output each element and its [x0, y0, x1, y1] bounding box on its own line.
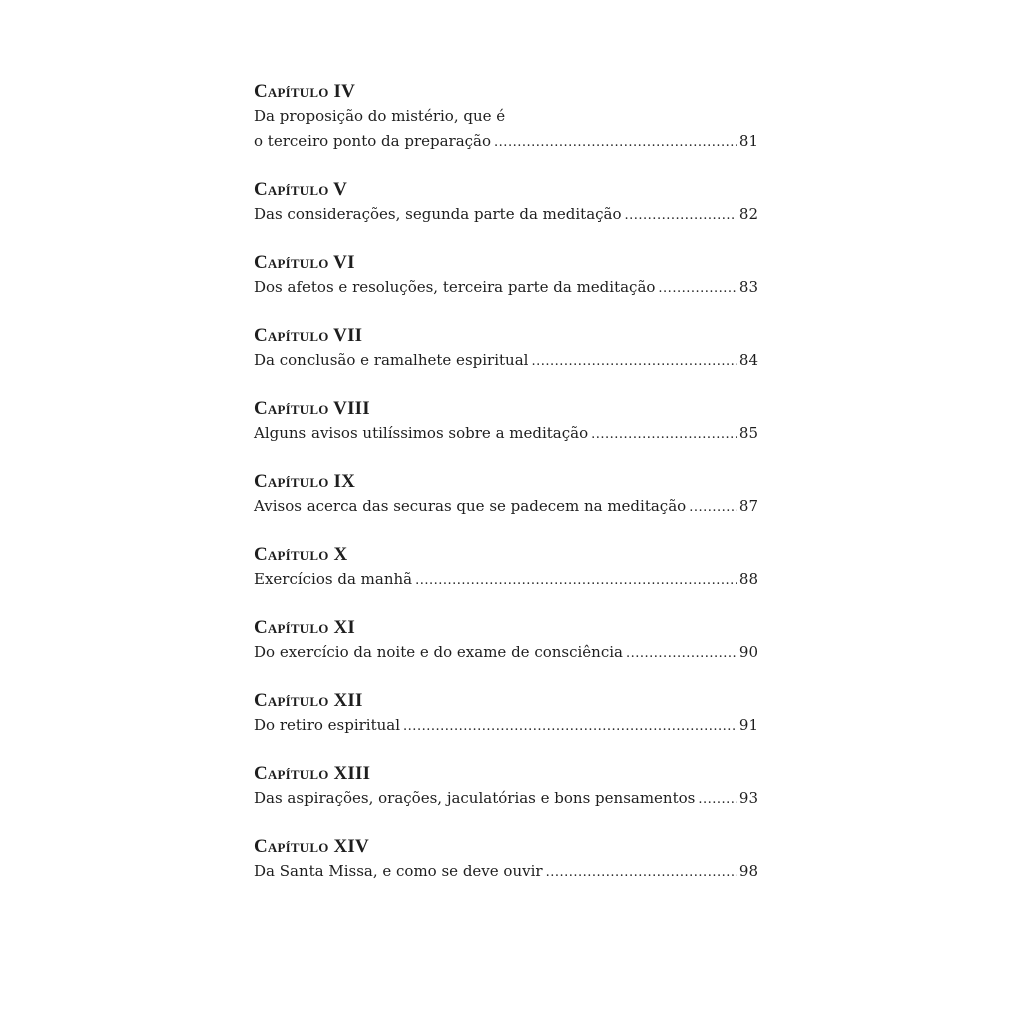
- chapter-heading: Capítulo V: [254, 179, 348, 200]
- chapter-title-row: [254, 859, 758, 884]
- chapter-title: Dos afetos e resoluções, terceira parte da meditação: [254, 278, 656, 296]
- dot-leader: [689, 495, 737, 520]
- page-number: 84: [738, 351, 758, 369]
- chapter-title-row: [254, 202, 758, 227]
- toc-entry: [254, 251, 758, 300]
- dot-leader: [698, 787, 737, 812]
- chapter-heading: Capítulo VIII: [254, 398, 370, 419]
- chapter-title: Do exercício da noite e do exame de consciência: [254, 643, 623, 661]
- chapter-title-line: Da proposição do mistério, que é: [254, 107, 506, 125]
- toc-entry: [254, 324, 758, 373]
- toc-entry: [254, 616, 758, 665]
- chapter-title-row: [254, 640, 758, 665]
- toc-entry: [254, 397, 758, 446]
- page-number: 98: [738, 862, 758, 880]
- chapter-heading: Capítulo VII: [254, 325, 363, 346]
- chapter-title-row: [254, 421, 758, 446]
- chapter-heading: Capítulo XIII: [254, 763, 371, 784]
- page-number: 85: [738, 424, 758, 442]
- dot-leader: [494, 130, 737, 155]
- toc-entry: [254, 689, 758, 738]
- page-number: 90: [738, 643, 758, 661]
- toc-entry: [254, 762, 758, 811]
- toc-entry: [254, 470, 758, 519]
- chapter-title: o terceiro ponto da preparação: [254, 132, 492, 150]
- dot-leader: [546, 860, 737, 885]
- dot-leader: [531, 349, 736, 374]
- chapter-title-row: [254, 567, 758, 592]
- page-number: 83: [738, 278, 758, 296]
- chapter-title: Das aspirações, orações, jaculatórias e bons pensamentos: [254, 789, 696, 807]
- dot-leader: [658, 276, 736, 301]
- chapter-title-row: [254, 275, 758, 300]
- chapter-title: Avisos acerca das securas que se padecem na meditação: [254, 497, 687, 515]
- chapter-title: Exercícios da manhã: [254, 570, 413, 588]
- chapter-heading: Capítulo IX: [254, 471, 356, 492]
- dot-leader: [415, 568, 737, 593]
- page-number: 88: [738, 570, 758, 588]
- dot-leader: [625, 203, 737, 228]
- page-number: 82: [738, 205, 758, 223]
- table-of-contents: [254, 80, 758, 908]
- chapter-title: Do retiro espiritual: [254, 716, 401, 734]
- chapter-title-row: [254, 348, 758, 373]
- dot-leader: [626, 641, 737, 666]
- toc-entry: [254, 543, 758, 592]
- dot-leader: [591, 422, 737, 447]
- chapter-title-row: [254, 713, 758, 738]
- chapter-title-row: [254, 494, 758, 519]
- chapter-heading: Capítulo X: [254, 544, 348, 565]
- chapter-heading: Capítulo XII: [254, 690, 363, 711]
- page-number: 87: [738, 497, 758, 515]
- chapter-title: Da conclusão e ramalhete espiritual: [254, 351, 529, 369]
- page-number: 81: [738, 132, 758, 150]
- chapter-title: Da Santa Missa, e como se deve ouvir: [254, 862, 543, 880]
- page-number: 91: [738, 716, 758, 734]
- chapter-title-row: [254, 129, 758, 154]
- chapter-title: Alguns avisos utilíssimos sobre a meditação: [254, 424, 589, 442]
- chapter-heading: Capítulo XI: [254, 617, 356, 638]
- toc-entry: [254, 835, 758, 884]
- chapter-heading: Capítulo IV: [254, 81, 356, 102]
- chapter-title-row: [254, 786, 758, 811]
- chapter-heading: Capítulo XIV: [254, 836, 369, 857]
- chapter-title: Das considerações, segunda parte da meditação: [254, 205, 622, 223]
- toc-entry: [254, 80, 758, 154]
- page-number: 93: [738, 789, 758, 807]
- chapter-heading: Capítulo VI: [254, 252, 355, 273]
- dot-leader: [403, 714, 737, 739]
- toc-entry: [254, 178, 758, 227]
